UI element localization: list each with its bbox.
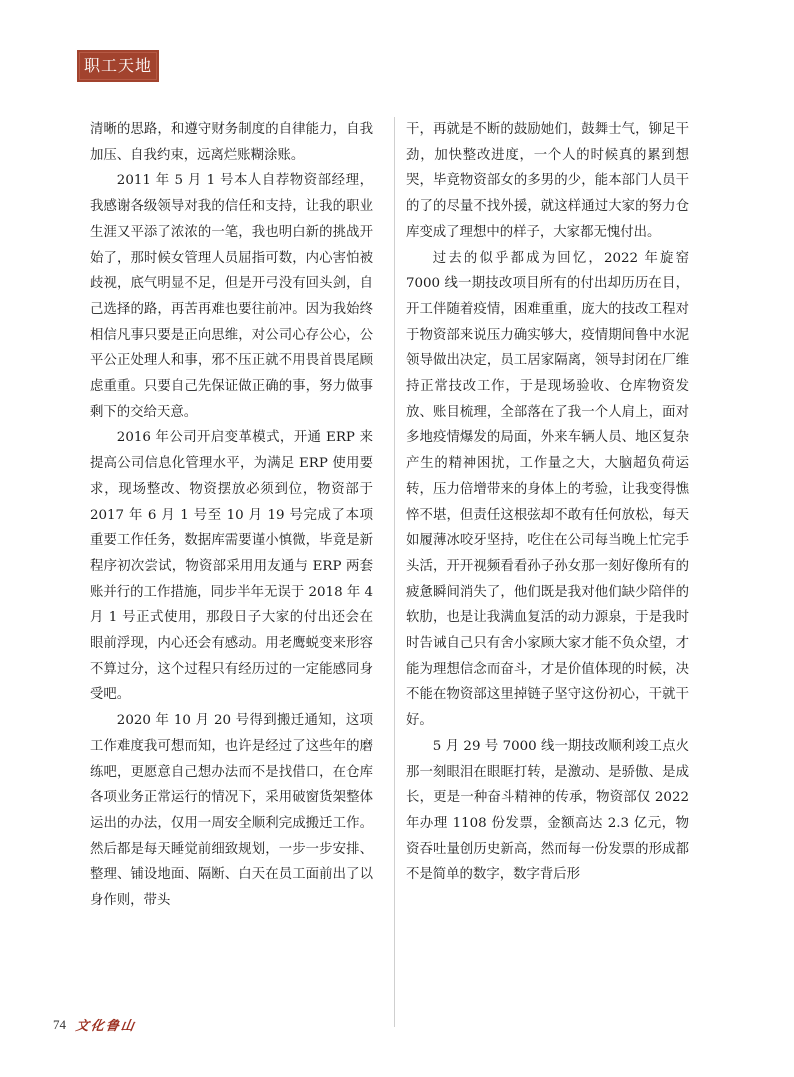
right-column <box>406 117 689 888</box>
left-column <box>90 117 373 914</box>
paragraph-continuation: 清晰的思路，和遵守财务制度的自律能力，自我加压、自我约束，远离烂账糊涂账。 <box>90 122 373 163</box>
section-tag: 职工天地 <box>79 52 157 80</box>
paragraph: 2020 年 10 月 20 号得到搬迁通知，这项工作难度我可想而知，也许是经过了这些年的磨练吧，更愿意自己想办法而不是找借口，在仓库各项业务正常运行的情况下，采用破窗货架整体运出的办法，仅用一周安全顺利完成搬迁工作。然后都是每天睡觉前细致规划，一步一步安排、整理、铺设地面、隔断、白天在员工面前出了以身作则，带头 <box>90 713 373 909</box>
paragraph-continuation: 干，再就是不断的鼓励她们，鼓舞士气，铆足干劲，加快整改进度，一个人的时候真的累到想哭，毕竟物资部女的多男的少，能本部门人员干的了的尽量不找外援，就这样通过大家的努力仓库变成了理想中的样子，大家都无愧付出。 <box>406 122 689 240</box>
paragraph: 2011 年 5 月 1 号本人自荐物资部经理，我感谢各级领导对我的信任和支持，让我的职业生涯又平添了浓浓的一笔，我也明白新的挑战开始了，那时候女管理人员屈指可数，内心害怕被歧视，底气明显不足，但是开弓没有回头剑，自己选择的路，再苦再难也要往前冲。因为我始终相信凡事只要是正向思维，对公司心存公心，公平公正处理人和事，邪不压正就不用畏首畏尾顾虑重重。只要自己先保证做正确的事，努力做事 剩下的交给天意。 <box>90 173 373 420</box>
column-divider <box>394 117 395 1027</box>
paragraph: 2016 年公司开启变革模式，开通 ERP 来提高公司信息化管理水平，为满足 ERP 使用要求，现场整改、物资摆放必须到位，物资部于 2017 年 6 月 1 号至 10 月 19 号完成了本项重要工作任务，数据库需要谨小慎微，毕竟是新程序初次尝试，物资部采用用友通与 ERP 两套账并行的工作措施，同步半年无误于 2018 年 4 月 1 号正式使用，那段日子大家的付出还会在眼前浮现，内心还会有感动。用老鹰蜕变来形容不算过分，这个过程只有经历过的一定能感同身受吧。 <box>90 430 374 703</box>
paragraph: 5 月 29 号 7000 线一期技改顺利竣工点火那一刻眼泪在眼眶打转，是激动、是骄傲、是成长，更是一种奋斗精神的传承，物资部仅 2022 年办理 1108 份发票，金额高达 2.3 亿元，物资吞吐量创历史新高，然而每一份发票的形成都不是简单的数字，数字背后形 <box>406 738 689 883</box>
page-footer <box>53 1015 136 1034</box>
paragraph: 过去的似乎都成为回忆，2022 年旋窑 7000 线一期技改项目所有的付出却历历在目，开工伴随着疫情，困难重重，庞大的技改工程对于物资部来说压力确实够大，疫情期间鲁中水泥领导做出决定，员工居家隔离，领导封闭在厂维持正常技改工作，于是现场验收、仓库物资发放、账目梳理，全部落在了我一个人肩上，面对多地疫情爆发的局面，外来车辆人员、地区复杂产生的精神困扰，工作量之大，大脑超负荷运转，压力倍增带来的身体上的考验，让我变得憔悴不堪，但责任这根弦却不敢有任何放松，每天如履薄冰咬牙坚持，吃住在公司每当晚上忙完手头活，开开视频看看孙子孙女那一刻好像所有的疲惫瞬间消失了，他们既是我对他们缺少陪伴的软肋，也是让我满血复活的动力源泉，于是我时时告诫自己只有舍小家顾大家才能不负众望，才能为理想信念而奋斗，才是价值体现的时候，决不能在物资部这里掉链子坚守这份初心，干就干好。 <box>406 250 689 729</box>
page-number: 74 <box>53 1016 66 1032</box>
magazine-masthead-logo: 文化鲁山 <box>74 1019 137 1034</box>
